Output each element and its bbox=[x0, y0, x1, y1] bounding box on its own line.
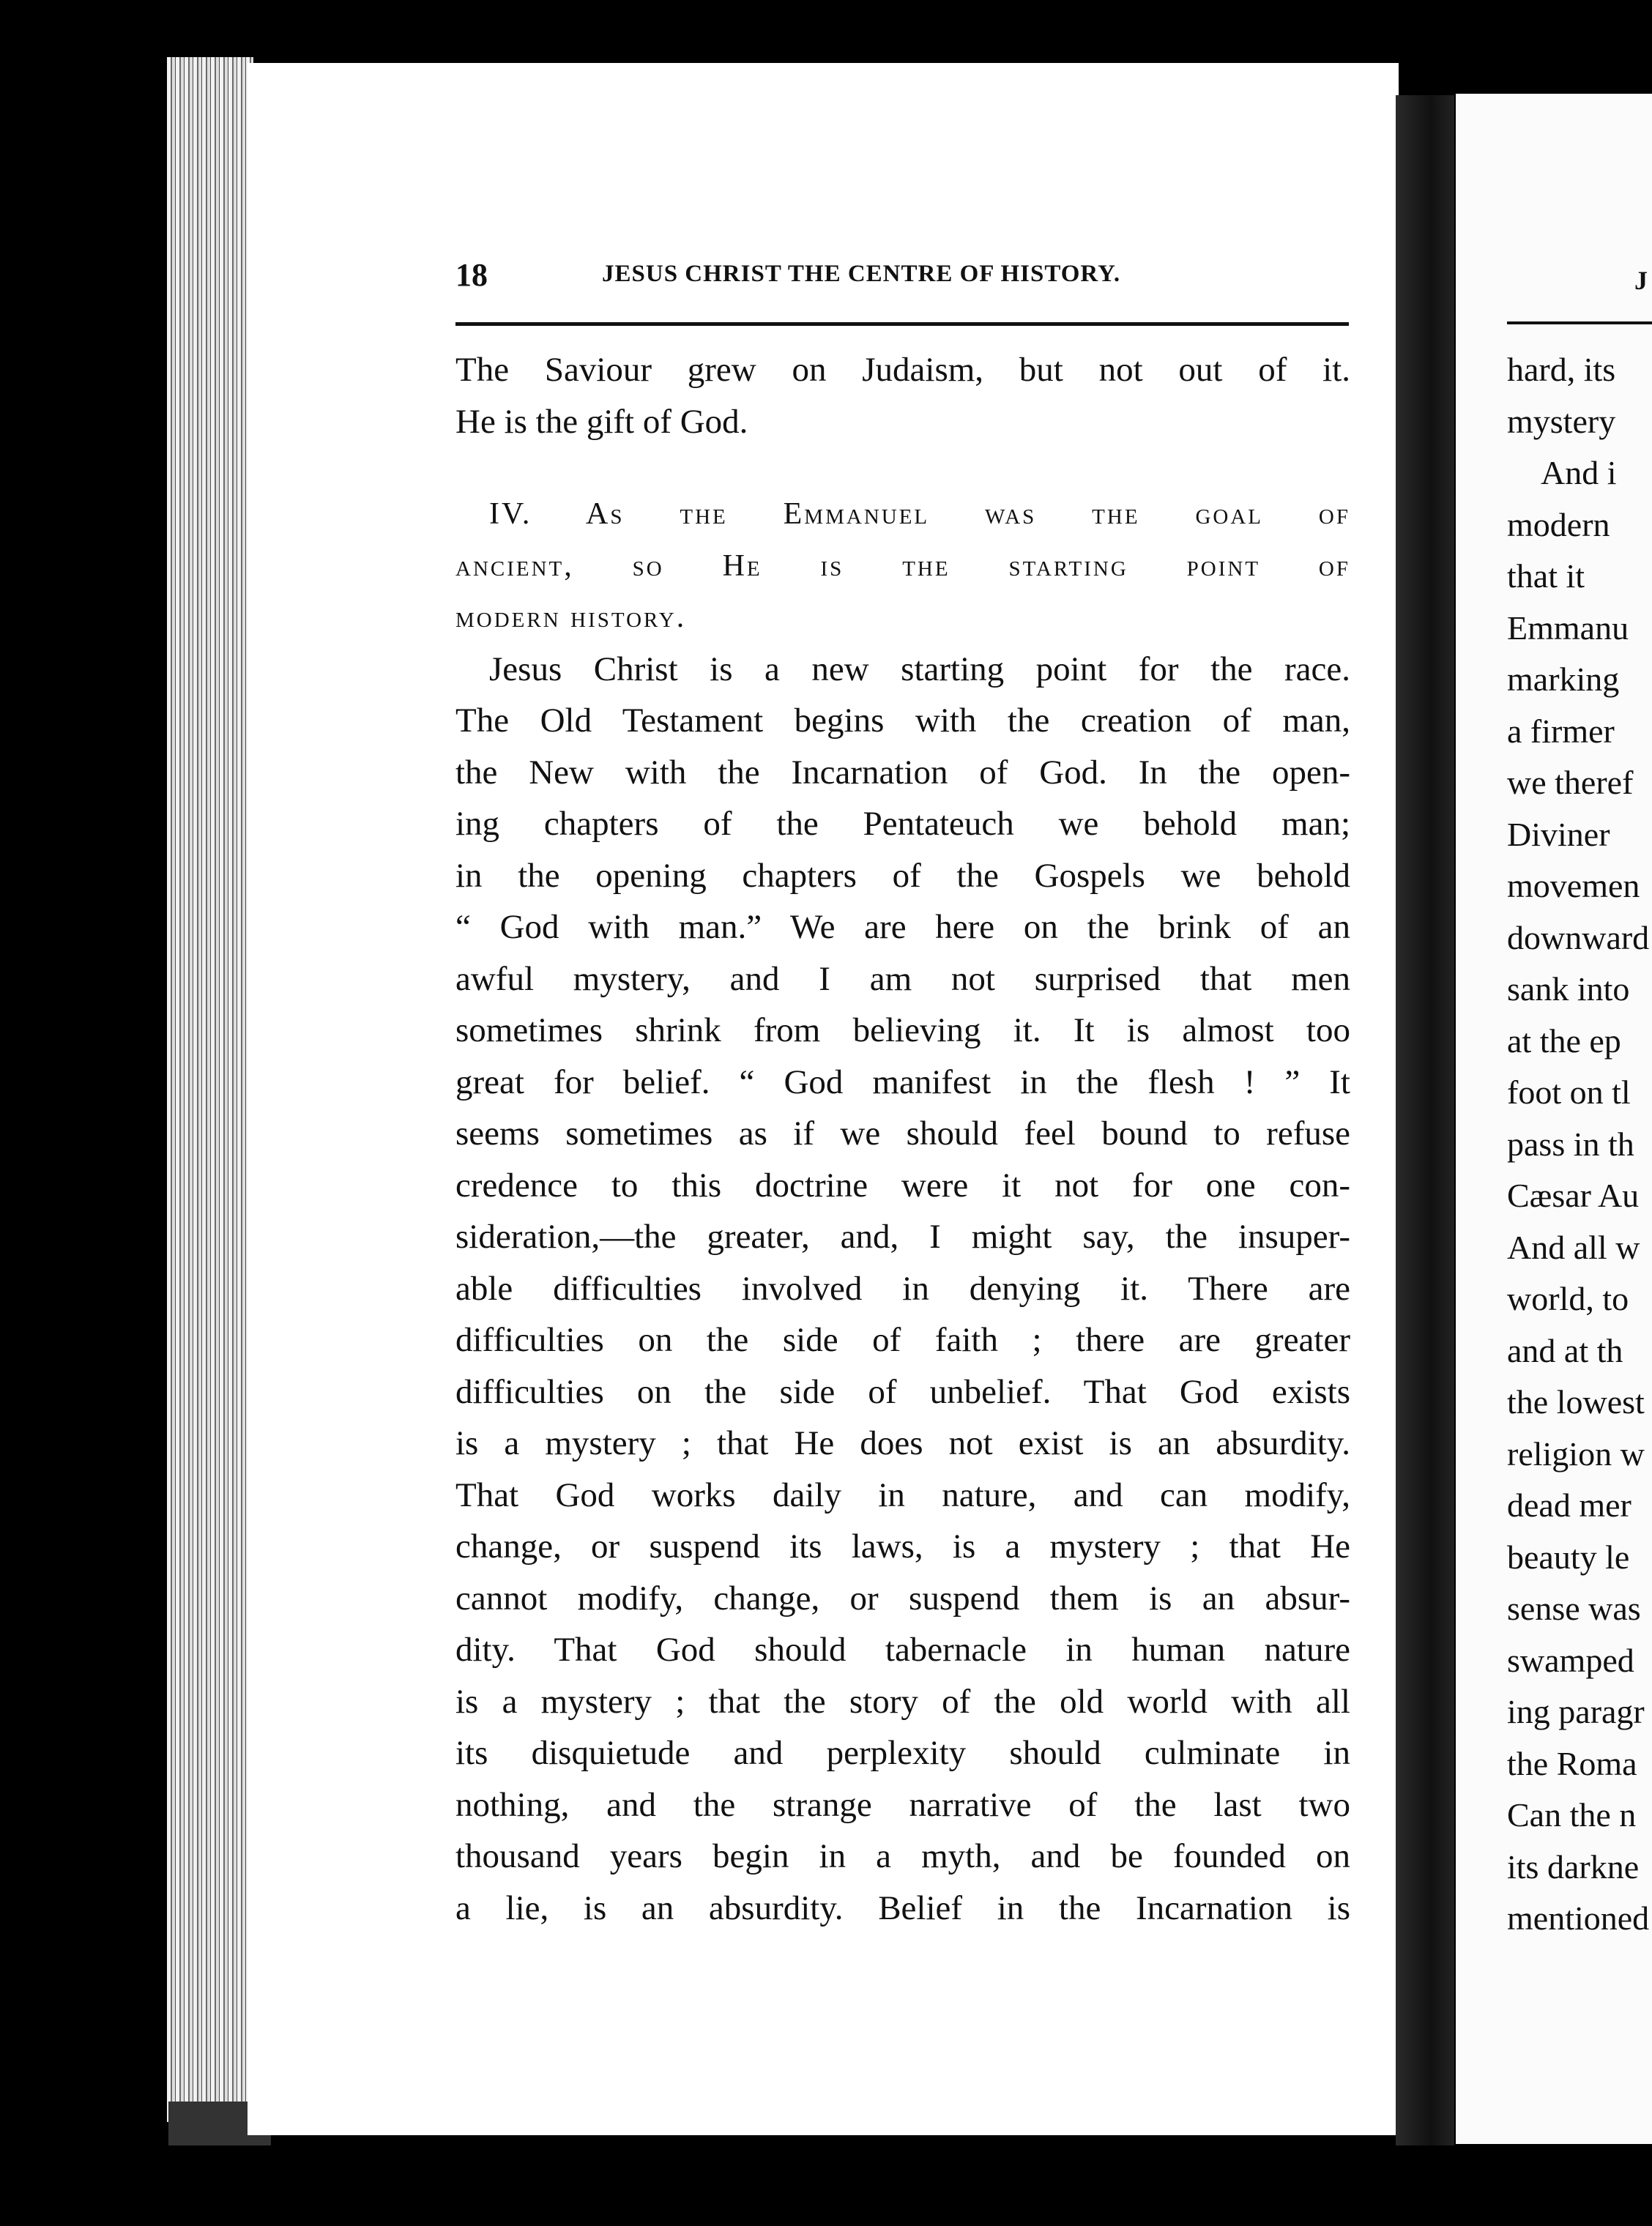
right-line: and at th bbox=[1507, 1331, 1623, 1369]
text-line: is a mystery ; that He does not exist is an absurdity. bbox=[455, 1424, 1350, 1462]
text-line: change, or suspend its laws, is a mystery ; that He bbox=[455, 1527, 1350, 1566]
right-line: marking bbox=[1507, 660, 1620, 698]
body-text bbox=[455, 344, 1350, 1934]
text-line: sideration,—the greater, and, I might say, the insuper- bbox=[455, 1218, 1350, 1256]
section-heading-line: ancient, so He is the starting point of bbox=[455, 548, 1350, 583]
right-line: Can the n bbox=[1507, 1796, 1637, 1834]
section-gap bbox=[455, 447, 1350, 488]
header-rule bbox=[455, 322, 1349, 326]
text-line: credence to this doctrine were it not for one con- bbox=[455, 1166, 1350, 1205]
section-heading-line: modern history. bbox=[455, 600, 687, 634]
text-line: “ God with man.” We are here on the brink of an bbox=[455, 908, 1350, 946]
book-page-edges bbox=[167, 57, 253, 2122]
right-line: religion w bbox=[1507, 1434, 1645, 1473]
text-line: awful mystery, and I am not surprised that men bbox=[455, 959, 1350, 998]
right-line: hard, its bbox=[1507, 351, 1616, 388]
text-line: a lie, is an absurdity. Belief in the Incarnation is bbox=[455, 1888, 1350, 1927]
text-line: thousand years begin in a myth, and be founded on bbox=[455, 1837, 1350, 1875]
right-line: And i bbox=[1541, 454, 1617, 491]
text-line: dity. That God should tabernacle in human nature bbox=[455, 1631, 1350, 1669]
text-line: the New with the Incarnation of God. In the open- bbox=[455, 753, 1350, 792]
right-line: the Roma bbox=[1507, 1744, 1637, 1782]
text-line: sometimes shrink from believing it. It is almost too bbox=[455, 1011, 1350, 1049]
right-line: foot on tl bbox=[1507, 1073, 1631, 1111]
text-line: is a mystery ; that the story of the old world with all bbox=[455, 1682, 1350, 1721]
right-line: the lowest bbox=[1507, 1383, 1645, 1421]
running-head: JESUS CHRIST THE CENTRE OF HISTORY. bbox=[602, 261, 1121, 287]
text-line: seems sometimes as if we should feel bound to refuse bbox=[455, 1114, 1350, 1153]
page-number: 18 bbox=[455, 257, 488, 293]
right-page-text bbox=[1507, 344, 1649, 1945]
text-line: in the opening chapters of the Gospels we behold bbox=[455, 856, 1350, 895]
text-line: great for belief. “ God manifest in the flesh ! ” It bbox=[455, 1062, 1350, 1101]
right-line: Emmanu bbox=[1507, 608, 1629, 647]
text-line: able difficulties involved in denying it. There are bbox=[455, 1269, 1350, 1308]
right-line: ing paragr bbox=[1507, 1693, 1645, 1730]
right-page-running-head: J bbox=[1634, 266, 1648, 295]
right-line: modern bbox=[1507, 505, 1610, 543]
right-line: swamped bbox=[1507, 1641, 1634, 1679]
right-line: sank into bbox=[1507, 970, 1630, 1008]
right-line: at the ep bbox=[1507, 1021, 1621, 1060]
text-line: its disquietude and perplexity should culminate in bbox=[455, 1734, 1350, 1772]
text-line: nothing, and the strange narrative of the last two bbox=[455, 1785, 1350, 1824]
text-line: cannot modify, change, or suspend them is an absur- bbox=[455, 1579, 1350, 1618]
right-line: dead mer bbox=[1507, 1486, 1631, 1524]
section-heading-line: IV. As the Emmanuel was the goal of bbox=[489, 497, 1350, 531]
right-line: Cæsar Au bbox=[1507, 1177, 1640, 1214]
text-line: The Saviour grew on Judaism, but not out of it. bbox=[455, 351, 1350, 389]
right-line: And all w bbox=[1507, 1228, 1640, 1266]
text-line: ing chapters of the Pentateuch we behold man; bbox=[455, 805, 1350, 843]
text-line: difficulties on the side of unbelief. That God exists bbox=[455, 1372, 1350, 1411]
right-page bbox=[1456, 94, 1652, 2144]
right-line: movemen bbox=[1507, 867, 1640, 904]
right-page-header-rule bbox=[1507, 321, 1652, 324]
right-line: that it bbox=[1507, 557, 1585, 595]
right-line: pass in th bbox=[1507, 1125, 1634, 1163]
right-line: Diviner bbox=[1507, 815, 1610, 853]
gutter-shadow bbox=[1396, 95, 1454, 2145]
text-line: He is the gift of God. bbox=[455, 402, 748, 441]
text-line: Jesus Christ is a new starting point for the race. bbox=[489, 649, 1350, 688]
right-line: beauty le bbox=[1507, 1538, 1630, 1576]
right-line: we theref bbox=[1507, 764, 1634, 801]
text-line: That God works daily in nature, and can modify, bbox=[455, 1475, 1350, 1514]
right-line: sense was bbox=[1507, 1590, 1641, 1627]
page-header bbox=[455, 256, 1355, 300]
text-line: difficulties on the side of faith ; there are greater bbox=[455, 1321, 1350, 1359]
right-line: downward bbox=[1507, 918, 1650, 956]
right-line: its darkne bbox=[1507, 1847, 1640, 1886]
right-line: world, to bbox=[1507, 1280, 1629, 1317]
right-line: mentioned bbox=[1507, 1899, 1650, 1937]
text-line: The Old Testament begins with the creation of man, bbox=[455, 701, 1350, 740]
right-line: a firmer bbox=[1507, 712, 1615, 750]
right-line: mystery bbox=[1507, 402, 1616, 440]
